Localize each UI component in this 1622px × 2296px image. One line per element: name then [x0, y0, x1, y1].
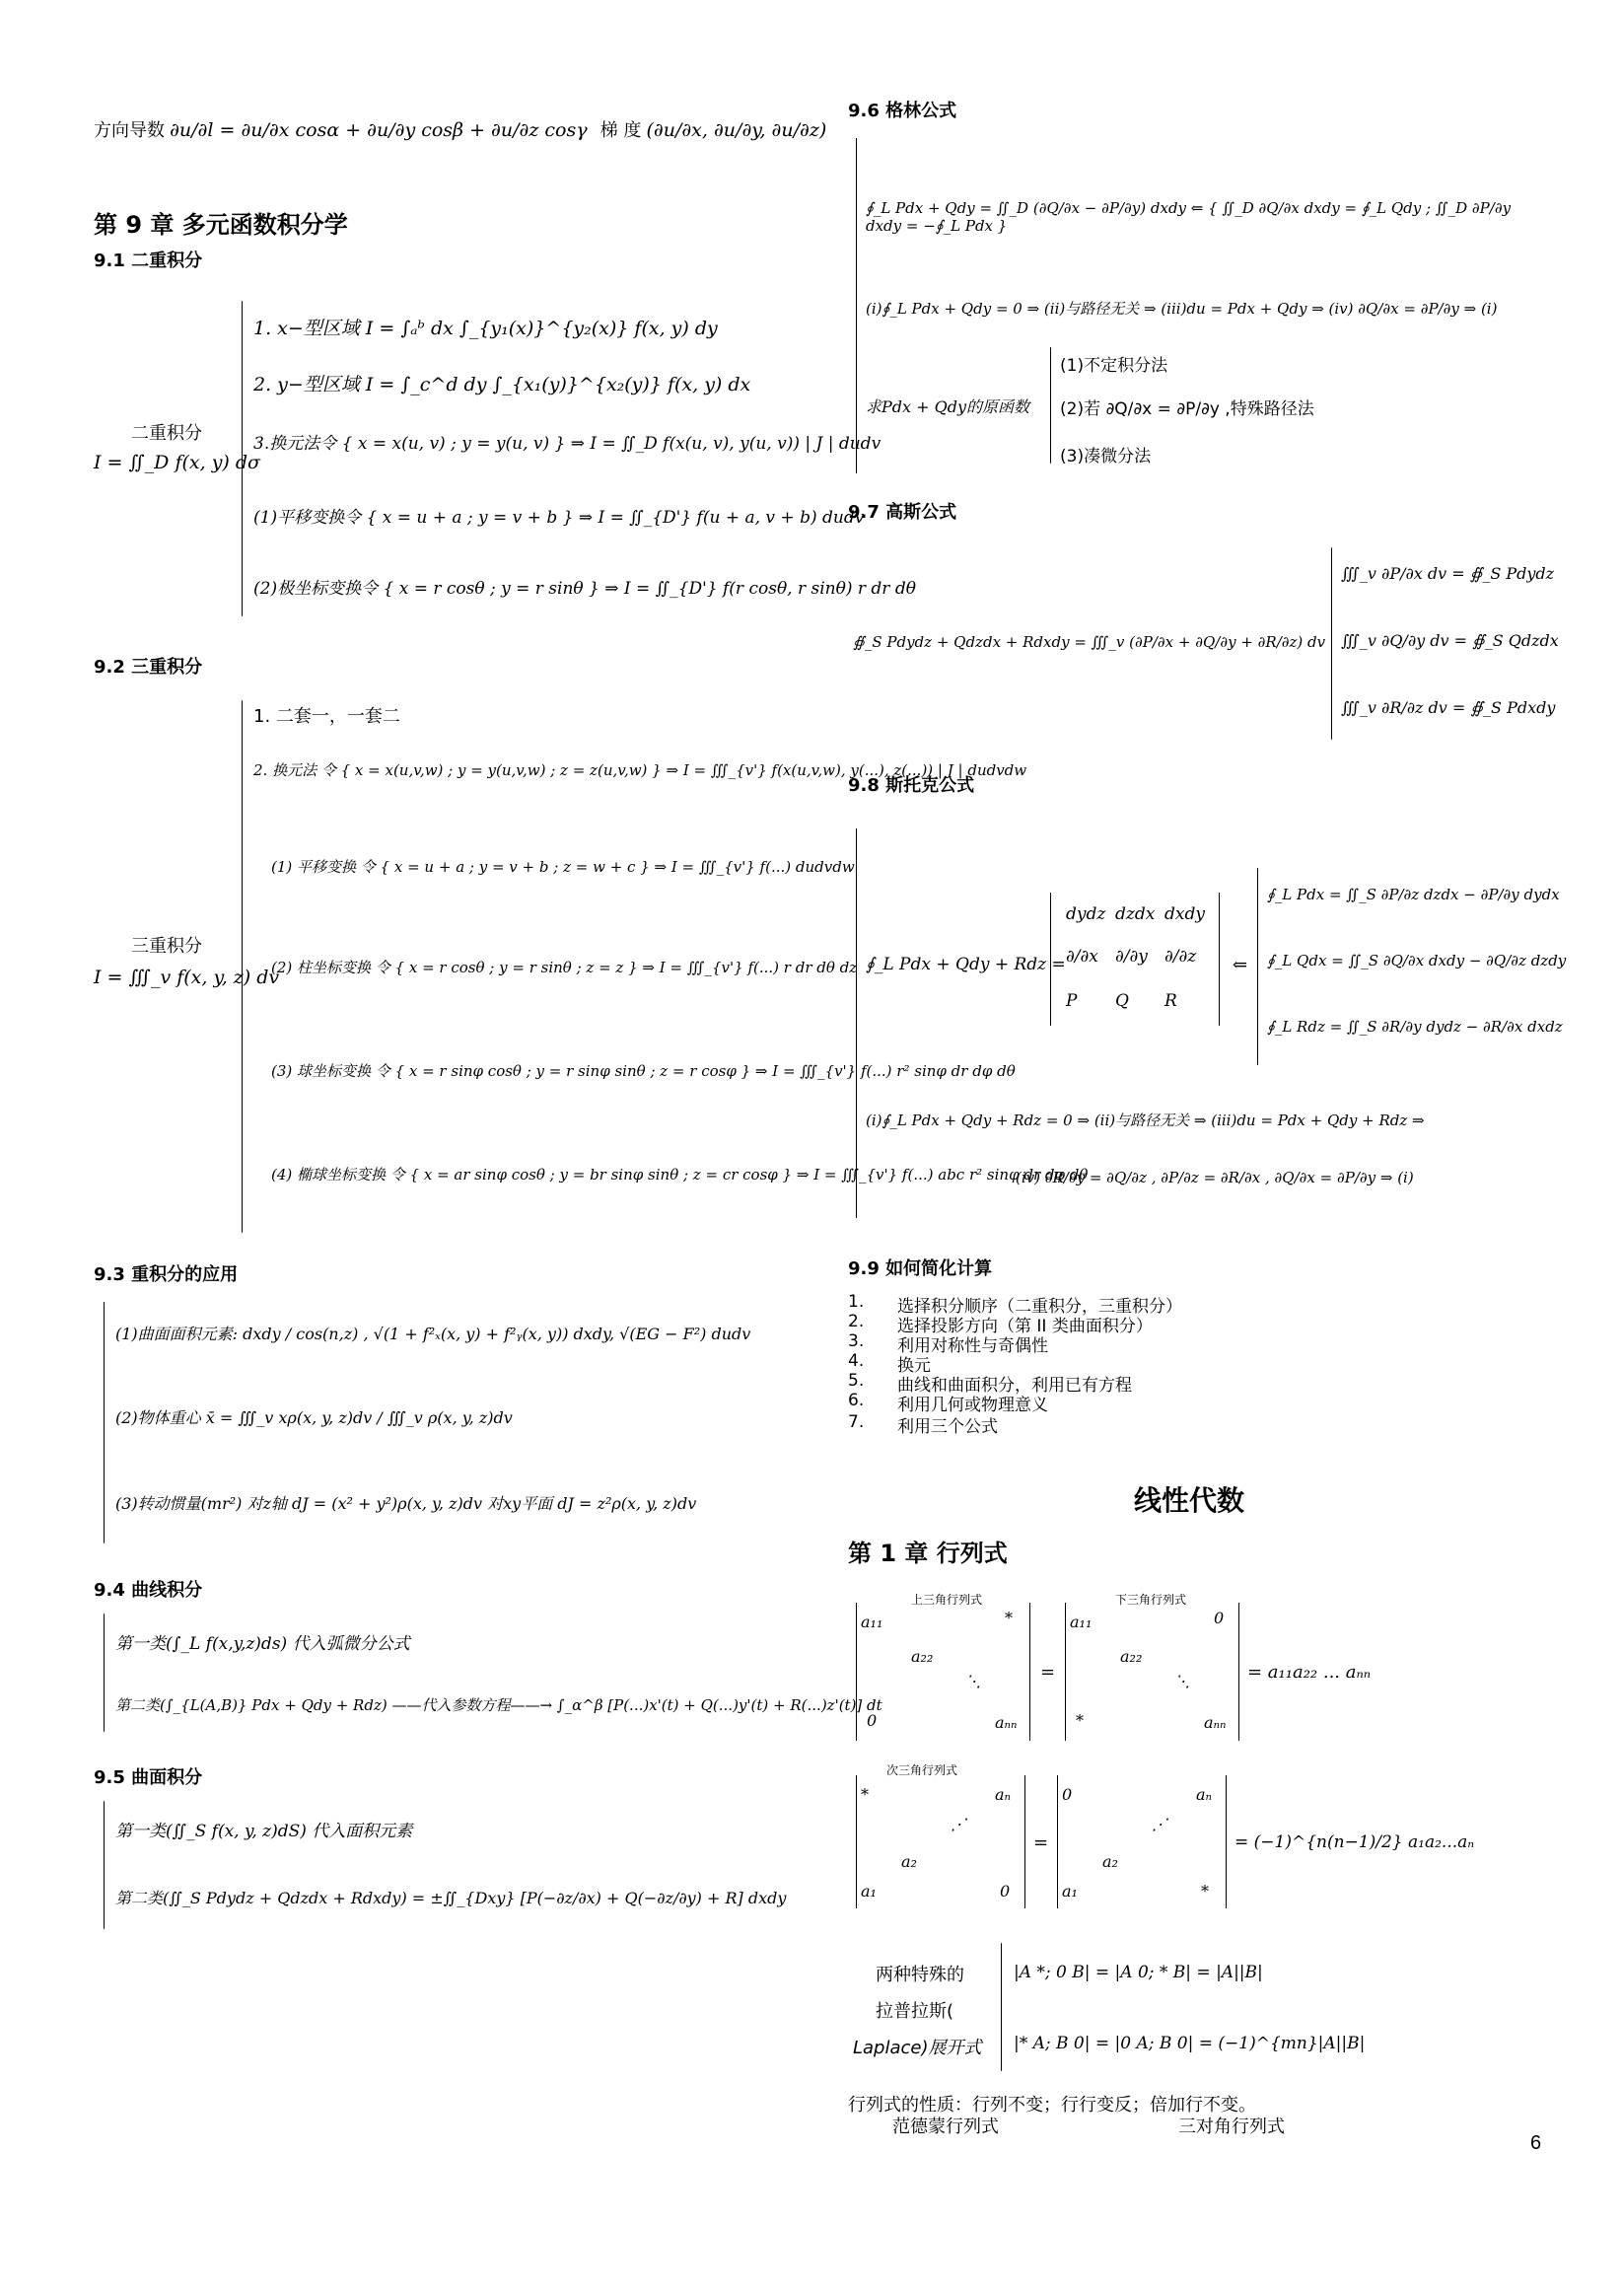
double-integral-expr: I = ∬_D f(x, y) dσ	[94, 452, 261, 473]
curve-integral-item-1: 第一类(∫_L f(x,y,z)ds) 代入弧微分公式	[115, 1634, 410, 1654]
gauss-part-1: ∭_v ∂P/∂x dv = ∯_S Pdydz	[1341, 564, 1555, 583]
simplify-item-5	[848, 1371, 1132, 1396]
upper-triangular-label: 上三角行列式	[911, 1593, 983, 1607]
secondary-triangular-det	[856, 1763, 1025, 1908]
secondary-triangular-label: 次三角行列式	[886, 1763, 958, 1777]
upper-cell-dots: ⋱	[965, 1672, 981, 1690]
upper-cell-zero: 0	[867, 1711, 878, 1730]
section-9-6-title: 9.6 格林公式	[848, 101, 957, 121]
primitive-item-1: (1)不定积分法	[1060, 356, 1168, 376]
gradient-formula: (∂u/∂x, ∂u/∂y, ∂u/∂z)	[646, 119, 827, 141]
applications-brace	[104, 1302, 105, 1543]
double-integral-brace	[242, 301, 243, 616]
determinant-properties: 行列式的性质：行列不变；行行变反；倍加行不变。	[848, 2095, 1256, 2116]
det-cell-2-1: Q	[1115, 991, 1129, 1011]
laplace-label-3: Laplace)展开式	[853, 2038, 982, 2058]
sec-cell-dots: ⋰	[951, 1815, 966, 1833]
gradient-label: 梯 度	[599, 120, 642, 141]
stokes-part-3: ∮_L Rdz = ∬_S ∂R/∂y dydz − ∂R/∂x dxdz	[1267, 1018, 1563, 1036]
sec2-cell-a2: a₂	[1102, 1852, 1118, 1871]
directional-formula: ∂u/∂l = ∂u/∂x cosα + ∂u/∂y cosβ + ∂u/∂z cosγ	[170, 119, 588, 141]
simplify-item-5-num: 5.	[848, 1371, 865, 1391]
laplace-brace	[1001, 1943, 1002, 2071]
primitive-brace	[1050, 347, 1051, 464]
laplace-label-2: 拉普拉斯(	[876, 2001, 954, 2022]
det1-eq-sign: =	[1040, 1662, 1056, 1683]
page-number: 6	[1530, 2132, 1542, 2154]
simplify-item-1-num: 1.	[848, 1292, 865, 1312]
surface-integral-item-2: 第二类(∬_S Pdydz + Qdzdx + Rdxdy) = ±∬_{Dxy} [P(−∂z/∂x) + Q(−∂z/∂y) + R] dxdy	[115, 1889, 787, 1907]
application-item-2: (2)物体重心 x̄ = ∭_v xρ(x, y, z)dv / ∭_v ρ(x, y, z)dv	[115, 1408, 513, 1427]
section-9-5-title: 9.5 曲面积分	[94, 1767, 203, 1788]
simplify-item-7-text: 利用三个公式	[897, 1417, 998, 1437]
stokes-part-2: ∮_L Qdx = ∬_S ∂Q/∂x dxdy − ∂Q/∂z dzdy	[1267, 952, 1567, 969]
upper-cell-a22: a₂₂	[911, 1647, 934, 1666]
triple-int-item-2: 2. 换元法 令 { x = x(u,v,w) ; y = y(u,v,w) ; z = z(u,v,w) } ⇒ I = ∭_{v'} f(x(u,v,w), y(...), z(...)) | J | dudvdw	[253, 761, 1027, 779]
double-int-item-4: (1)平移变换令 { x = u + a ; y = v + b } ⇒ I = ∬_{D'} f(u + a, v + b) dudv	[253, 508, 865, 528]
simplify-item-6-text: 利用几何或物理意义	[897, 1396, 1048, 1415]
simplify-item-2-num: 2.	[848, 1312, 865, 1331]
gauss-part-2: ∭_v ∂Q/∂y dv = ∯_S Qdzdx	[1341, 631, 1559, 650]
primitive-item-3: (3)凑微分法	[1060, 447, 1152, 466]
stokes-determinant	[1050, 893, 1220, 1026]
triple-int-item-1: 1. 二套一，一套二	[253, 706, 400, 727]
lower-cell-star: *	[1076, 1711, 1084, 1730]
simplify-item-7	[848, 1412, 998, 1437]
sec-cell-a2: a₂	[901, 1852, 917, 1871]
sec2-cell-star: *	[1201, 1882, 1209, 1901]
simplify-item-1	[848, 1292, 1182, 1317]
double-int-item-1: 1. x−型区域 I = ∫ₐᵇ dx ∫_{y₁(x)}^{y₂(x)} f(x, y) dy	[253, 318, 718, 339]
green-formula-bar	[856, 138, 857, 473]
linear-algebra-title: 线性代数	[1134, 1484, 1245, 1517]
upper-cell-a11: a₁₁	[861, 1613, 883, 1631]
laplace-row-2: |* A; B 0| = |0 A; B 0| = (−1)^{mn}|A||B|	[1014, 2034, 1366, 2053]
det-cell-0-0: dydz	[1066, 904, 1106, 924]
section-9-8-title: 9.8 斯托克公式	[848, 775, 975, 796]
primitive-item-2: (2)若 ∂Q/∂x = ∂P/∂y ,特殊路径法	[1060, 399, 1314, 419]
stokes-main: ∮_L Pdx + Qdy + Rdz =	[866, 955, 1066, 974]
simplify-item-3	[848, 1331, 1048, 1356]
la-chapter-1-heading: 第 1 章 行列式	[848, 1540, 1008, 1567]
application-item-3: (3)转动惯量(mr²) 对z轴 dJ = (x² + y²)ρ(x, y, z)dv 对xy平面 dJ = z²ρ(x, y, z)dv	[115, 1494, 697, 1513]
lower-cell-dots: ⋱	[1174, 1672, 1190, 1690]
det1-result: = a₁₁a₂₂ ... aₙₙ	[1247, 1662, 1372, 1683]
sec-cell-a1: a₁	[861, 1882, 877, 1901]
det-cell-1-1: ∂/∂y	[1115, 947, 1148, 967]
upper-triangular-det	[856, 1593, 1030, 1741]
simplify-item-4	[848, 1351, 931, 1376]
det-cell-0-1: dzdx	[1115, 904, 1156, 924]
curve-integral-item-2: 第二类(∫_{L(A,B)} Pdx + Qdy + Rdz) ——代入参数方程——→ ∫_α^β [P(...)x'(t) + Q(...)y'(t) + R(...)z'(t)] dt	[115, 1696, 882, 1714]
lower-cell-a22: a₂₂	[1120, 1647, 1143, 1666]
directional-prefix: 方向导数	[94, 120, 165, 141]
simplify-item-4-text: 换元	[897, 1356, 931, 1376]
section-9-7-title: 9.7 高斯公式	[848, 502, 957, 523]
curve-integral-brace	[104, 1614, 105, 1732]
simplify-item-6	[848, 1391, 1048, 1415]
double-int-item-3: 3.换元法令 { x = x(u, v) ; y = y(u, v) } ⇒ I = ∬_D f(x(u, v), y(u, v)) | J | dudv	[253, 434, 882, 454]
section-9-4-title: 9.4 曲线积分	[94, 1580, 203, 1601]
stokes-equiv-2: (iv) ∂R/∂y = ∂Q/∂z , ∂P/∂z = ∂R/∂x , ∂Q/∂x = ∂P/∂y ⇒ (i)	[1016, 1169, 1414, 1186]
laplace-row-1: |A *; 0 B| = |A 0; * B| = |A||B|	[1014, 1963, 1263, 1982]
triple-integral-brace	[242, 700, 243, 1233]
det2-eq-sign: =	[1033, 1832, 1049, 1853]
lower-triangular-det	[1065, 1593, 1239, 1741]
stokes-part-1: ∮_L Pdx = ∬_S ∂P/∂z dzdx − ∂P/∂y dydx	[1267, 886, 1560, 903]
simplify-item-6-num: 6.	[848, 1391, 865, 1410]
upper-cell-ann: aₙₙ	[995, 1713, 1018, 1732]
gauss-formula-main: ∯_S Pdydz + Qdzdx + Rdxdy = ∭_v (∂P/∂x + ∂Q/∂y + ∂R/∂z) dv	[853, 633, 1326, 651]
directional-derivative-line	[94, 116, 826, 142]
sec2-cell-zero: 0	[1062, 1785, 1073, 1804]
stokes-arrow: ⇐	[1233, 955, 1248, 975]
gauss-part-3: ∭_v ∂R/∂z dv = ∯_S Pdxdy	[1341, 698, 1556, 717]
section-9-2-title: 9.2 三重积分	[94, 657, 203, 678]
sec2-cell-an: aₙ	[1196, 1785, 1213, 1804]
vandermonde-label: 范德蒙行列式	[892, 2117, 999, 2137]
triple-int-item-4: (2) 柱坐标变换 令 { x = r cosθ ; y = r sinθ ; z = z } ⇒ I = ∭_{v'} f(...) r dr dθ dz	[271, 959, 858, 976]
simplify-item-2	[848, 1312, 1153, 1336]
stokes-brace	[1257, 868, 1258, 1065]
det-cell-2-2: R	[1164, 991, 1177, 1011]
simplify-item-5-text: 曲线和曲面积分，利用已有方程	[897, 1376, 1132, 1396]
chapter-9-heading: 第 9 章 多元函数积分学	[94, 211, 348, 239]
green-formula-equiv: (i)∮_L Pdx + Qdy = 0 ⇒ (ii)与路径无关 ⇒ (iii)du = Pdx + Qdy ⇒ (iv) ∂Q/∂x = ∂P/∂y ⇒ (i)	[866, 300, 1498, 318]
double-integral-label: 二重积分	[131, 423, 202, 444]
lower-cell-zero: 0	[1214, 1609, 1225, 1627]
simplify-item-3-num: 3.	[848, 1331, 865, 1351]
triple-int-item-5: (3) 球坐标变换 令 { x = r sinφ cosθ ; y = r sinφ sinθ ; z = r cosφ } ⇒ I = ∭_{v'} f(...) r² sinφ dr dφ dθ	[271, 1062, 1016, 1080]
gauss-brace	[1331, 547, 1332, 740]
simplify-item-7-num: 7.	[848, 1412, 865, 1432]
sec2-cell-dots: ⋰	[1152, 1815, 1167, 1833]
sec-cell-zero: 0	[1000, 1882, 1011, 1901]
simplify-item-1-text: 选择积分顺序（二重积分，三重积分）	[897, 1297, 1182, 1317]
det-cell-1-2: ∂/∂z	[1164, 947, 1197, 967]
lower-cell-ann: aₙₙ	[1204, 1713, 1227, 1732]
section-9-3-title: 9.3 重积分的应用	[94, 1264, 239, 1285]
stokes-equiv-1: (i)∮_L Pdx + Qdy + Rdz = 0 ⇒ (ii)与路径无关 ⇒ (iii)du = Pdx + Qdy + Rdz ⇒	[866, 1112, 1425, 1129]
simplify-item-4-num: 4.	[848, 1351, 865, 1371]
upper-cell-star: *	[1005, 1609, 1013, 1627]
laplace-label-1: 两种特殊的	[876, 1965, 964, 1985]
surface-integral-brace	[104, 1801, 105, 1929]
sec2-cell-a1: a₁	[1062, 1882, 1078, 1901]
secondary-triangular-det-2	[1057, 1775, 1227, 1908]
double-int-item-2: 2. y−型区域 I = ∫_c^d dy ∫_{x₁(y)}^{x₂(y)} f(x, y) dx	[253, 374, 751, 395]
surface-integral-item-1: 第一类(∬_S f(x, y, z)dS) 代入面积元素	[115, 1822, 413, 1841]
det-cell-2-0: P	[1066, 991, 1078, 1011]
det2-result: = (−1)^{n(n−1)/2} a₁a₂...aₙ	[1234, 1832, 1475, 1852]
lower-cell-a11: a₁₁	[1070, 1613, 1093, 1631]
triple-int-item-6: (4) 椭球坐标变换 令 { x = ar sinφ cosθ ; y = br sinφ sinθ ; z = cr cosφ } ⇒ I = ∭_{v'} f(...) abc r² sinφ dr dφ dθ	[271, 1166, 1089, 1184]
det-cell-0-2: dxdy	[1164, 904, 1205, 924]
triple-integral-label: 三重积分	[131, 936, 202, 957]
application-item-1: (1)曲面面积元素: dxdy / cos(n,z) , √(1 + f²ₓ(x, y) + f²ᵧ(x, y)) dxdy, √(EG − F²) dudv	[115, 1325, 751, 1343]
green-formula-main: ∮_L Pdx + Qdy = ∬_D (∂Q/∂x − ∂P/∂y) dxdy ⇐ { ∬_D ∂Q/∂x dxdy = ∮_L Qdy ; ∬_D ∂P/∂y dxdy = −∮_L Pdx }	[866, 199, 1512, 235]
triple-int-item-3: (1) 平移变换 令 { x = u + a ; y = v + b ; z = w + c } ⇒ I = ∭_{v'} f(...) dudvdw	[271, 858, 855, 876]
sec-cell-an: aₙ	[995, 1785, 1012, 1804]
sec-cell-star: *	[861, 1785, 869, 1804]
primitive-label: 求Pdx + Qdy的原函数	[866, 397, 1030, 416]
section-9-1-title: 9.1 二重积分	[94, 251, 203, 271]
section-9-9-title: 9.9 如何简化计算	[848, 1258, 993, 1279]
simplify-item-3-text: 利用对称性与奇偶性	[897, 1336, 1048, 1356]
lower-triangular-label: 下三角行列式	[1115, 1593, 1187, 1607]
simplify-item-2-text: 选择投影方向（第 II 类曲面积分）	[897, 1317, 1153, 1336]
tridiagonal-label: 三对角行列式	[1178, 2117, 1285, 2137]
double-int-item-5: (2)极坐标变换令 { x = r cosθ ; y = r sinθ } ⇒ I = ∬_{D'} f(r cosθ, r sinθ) r dr dθ	[253, 579, 916, 599]
stokes-bar	[856, 828, 857, 1218]
det-cell-1-0: ∂/∂x	[1066, 947, 1098, 967]
triple-integral-expr: I = ∭_v f(x, y, z) dv	[94, 967, 280, 988]
